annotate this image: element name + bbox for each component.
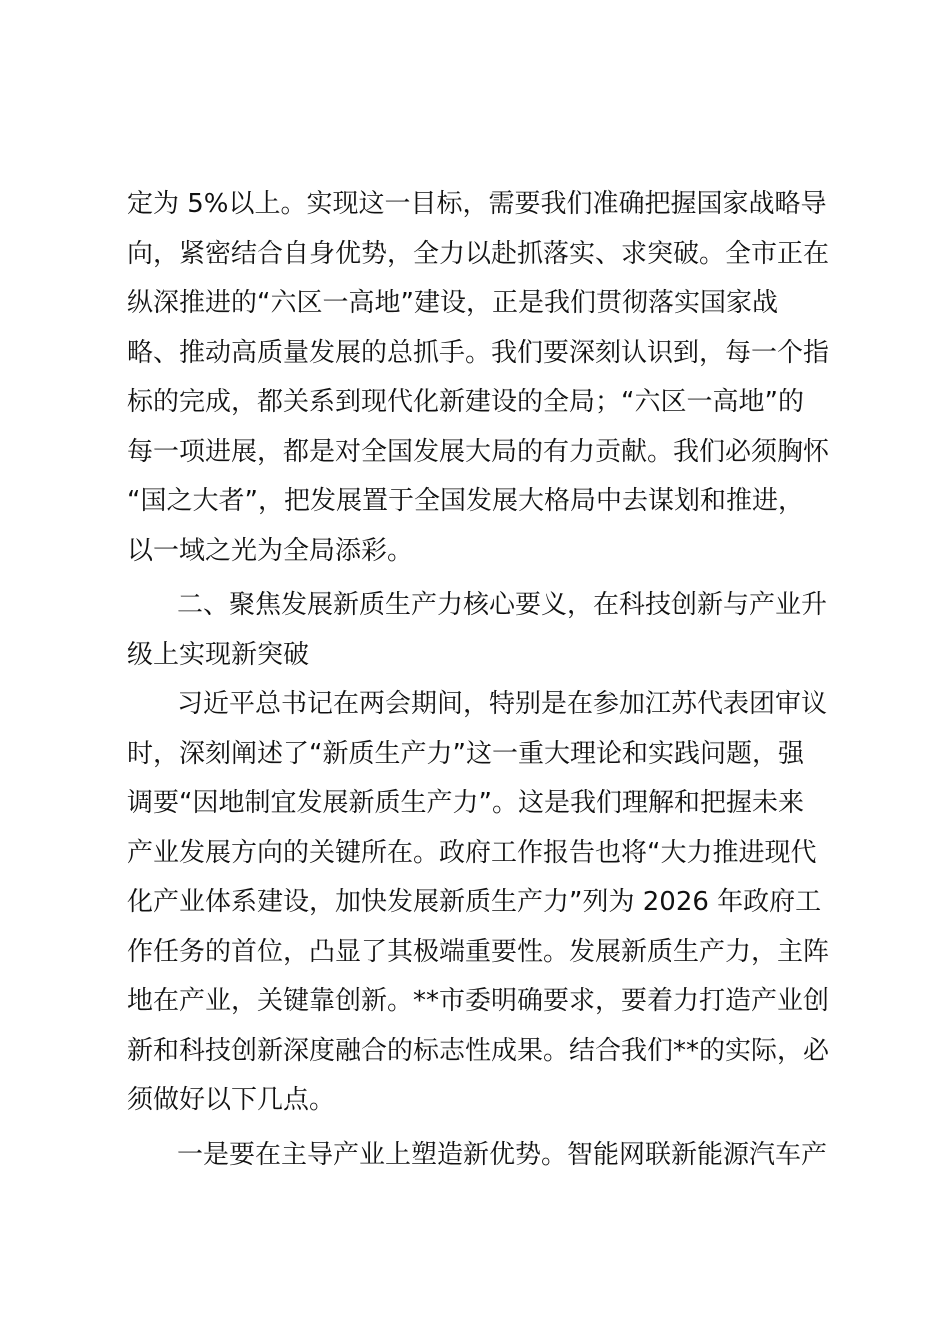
text-line: 纵深推进的“六区一高地”建设，正是我们贯彻落实国家战: [127, 288, 778, 318]
heading-line: 级上实现新突破: [127, 639, 310, 670]
text-line: 调要“因地制宜发展新质生产力”。这是我们理解和把握未来: [127, 788, 804, 818]
text-line: 习近平总书记在两会期间，特别是在参加江苏代表团审议: [177, 689, 828, 719]
paragraph-body: [127, 680, 833, 1126]
text-line: 向，紧密结合自身优势，全力以赴抓落实、求突破。全市正在: [127, 238, 830, 269]
text-line: 定为 5%以上。实现这一目标，需要我们准确把握国家战略导: [127, 189, 827, 219]
text-line: 略、推动高质量发展的总抓手。我们要深刻认识到，每一个指: [127, 337, 830, 368]
text-line: 一是要在主导产业上塑造新优势。智能网联新能源汽车产: [177, 1139, 828, 1170]
text-line: 每一项进展，都是对全国发展大局的有力贡献。我们必须胸怀: [127, 436, 830, 467]
document-body: [127, 180, 833, 1180]
text-line: 地在产业，关键靠创新。**市委明确要求，要着力打造产业创: [127, 986, 830, 1016]
section-heading: [127, 581, 833, 680]
paragraph-continuation: [127, 180, 833, 576]
paragraph-point-one: [127, 1131, 833, 1181]
text-line: 新和科技创新深度融合的标志性成果。结合我们**的实际，必: [127, 1035, 830, 1066]
text-line: 以一域之光为全局添彩。: [127, 535, 414, 566]
text-line: 作任务的首位，凸显了其极端重要性。发展新质生产力，主阵: [127, 936, 830, 967]
text-line: 化产业体系建设，加快发展新质生产力”列为 2026 年政府工: [127, 887, 822, 917]
text-line: “国之大者”，把发展置于全国发展大格局中去谋划和推进，: [127, 486, 804, 516]
heading-line: 二、聚焦发展新质生产力核心要义，在科技创新与产业升: [177, 590, 828, 620]
text-line: 产业发展方向的关键所在。政府工作报告也将“大力推进现代: [127, 837, 817, 868]
text-line: 时，深刻阐述了“新质生产力”这一重大理论和实践问题，强: [127, 738, 804, 769]
text-line: 须做好以下几点。: [127, 1085, 336, 1115]
text-line: 标的完成，都关系到现代化新建设的全局；“六区一高地”的: [127, 387, 804, 417]
